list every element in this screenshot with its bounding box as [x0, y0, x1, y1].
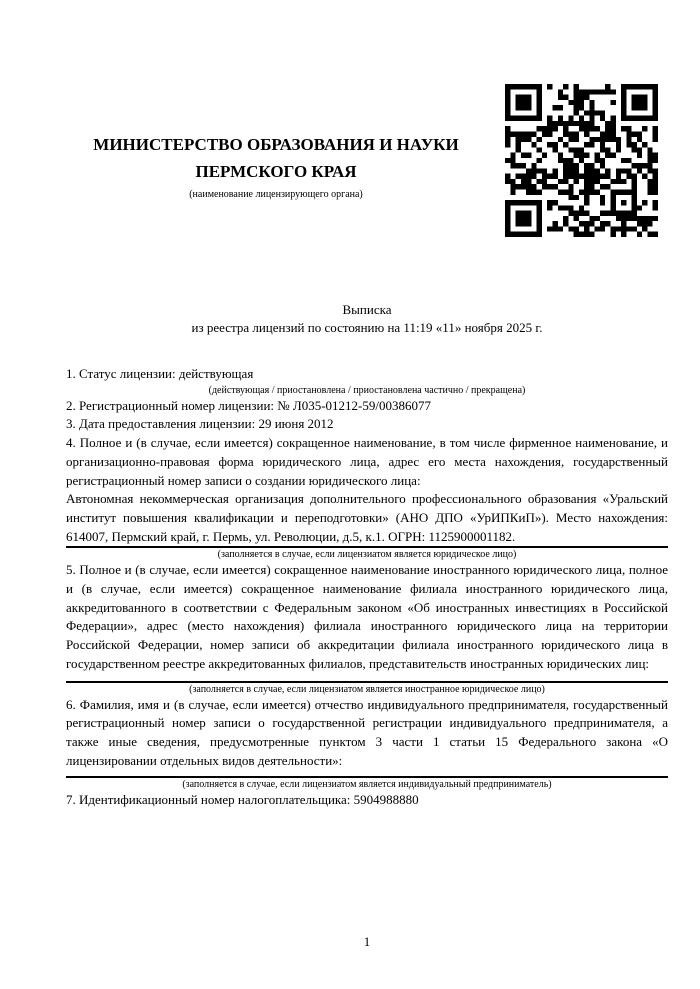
item-4-caption: (заполняется в случае, если лицензиатом является юридическое лицо) — [217, 549, 517, 561]
item-6-question: 6. Фамилия, имя и (в случае, если имеется) отчество индивидуального предпринимателя, государственный регистрационный номер записи о государственной регистрации индивидуального предпринимателя, а также иные сведения, предусмотренные пунктом 3 части 1 статьи 15 Федерального закона «О лицензировании отдельных видов деятельности»: — [66, 696, 668, 768]
document-title-line2: из реестра лицензий по состоянию на 11:19 «11» ноября 2025 г. — [191, 319, 543, 335]
item-4-answer: Автономная некоммерческая организация дополнительного профессионального образования «Уральский институт повышения квалификации и переподготовки» (АНО ДПО «УрИПКиП»). Место нахождения: 614007, Пермский край, г. Пермь, ул. Революции, д.5, к.1. ОГРН: 1125900001182. — [66, 491, 668, 544]
document-title — [66, 301, 668, 336]
item-1-caption: (действующая / приостановлена / приостановлена частично / прекращена) — [208, 384, 526, 396]
licensing-authority-header — [66, 131, 486, 201]
item-1-license-status: 1. Статус лицензии: действующая — [66, 366, 254, 381]
item-3-license-date: 3. Дата предоставления лицензии: 29 июня 2012 — [66, 416, 334, 432]
item-5-caption: (заполняется в случае, если лицензиатом является иностранное юридическое лицо) — [189, 683, 545, 695]
item-7-taxpayer-number: 7. Идентификационный номер налогоплательщика: 5904988880 — [66, 792, 419, 808]
ministry-name-line2: ПЕРМСКОГО КРАЯ — [195, 162, 357, 181]
item-4-question: 4. Полное и (в случае, если имеется) сокращенное наименование, в том числе фирменное наименование, и организационно-правовая форма юридического лица, адрес его места нахождения, государственный регистрационный номер записи о создании юридического лица: — [66, 435, 668, 488]
ministry-name-line1: МИНИСТЕРСТВО ОБРАЗОВАНИЯ И НАУКИ — [93, 135, 459, 154]
item-2-registration-number: 2. Регистрационный номер лицензии: № Л035-01212-59/00386077 — [66, 397, 432, 413]
item-5-question: 5. Полное и (в случае, если имеется) сокращенное наименование иностранного юридического лица, полное и (в случае, если имеется) сокращенное наименование филиала иностранного юридического лица, аккредитованного в соответствии с Федеральным законом «Об иностранных инвестициях в Российской Федерации», адрес (место нахождения) филиала иностранного юридического лица на территории Российской Федерации, номер записи об аккредитации филиала иностранного юридического лица в государственном реестре аккредитованных филиалов, представительств иностранных юридических лиц: — [66, 562, 668, 671]
item-6-caption: (заполняется в случае, если лицензиатом является индивидуальный предприниматель) — [182, 779, 552, 791]
document-body — [66, 365, 668, 810]
page-number: 1 — [363, 934, 371, 949]
authority-caption: (наименование лицензирующего органа) — [189, 189, 363, 200]
qr-code-icon — [505, 84, 658, 237]
document-title-line1: Выписка — [342, 302, 392, 317]
